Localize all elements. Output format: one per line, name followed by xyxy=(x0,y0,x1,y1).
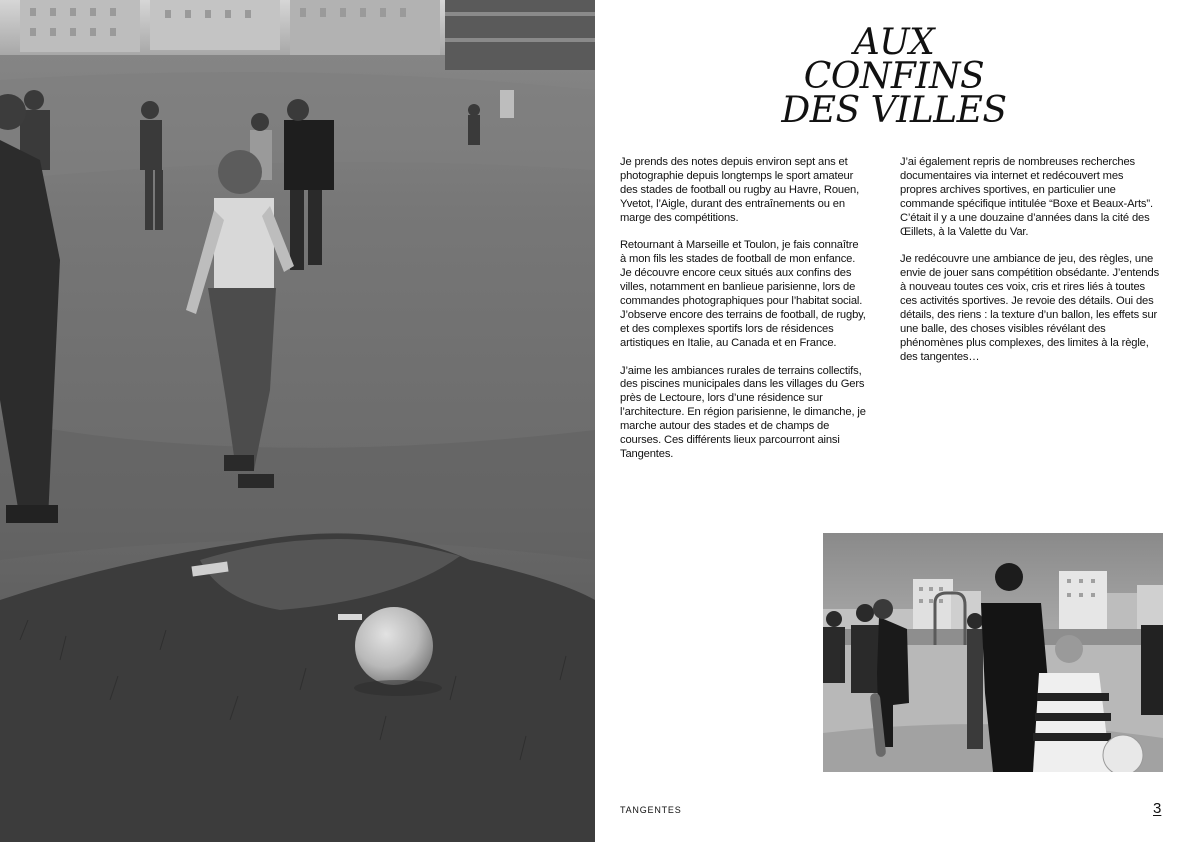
title-line-2: CONFINS xyxy=(803,56,985,97)
football-field-photo xyxy=(0,0,595,842)
title-line-1: AUX xyxy=(853,22,935,63)
paragraph: J’ai également repris de nombreuses recherches documentaires via internet et redécouvert mes propres archives sportives, en particulier une commande spécifique intitulée “Boxe et Beaux-Arts”. C’était il y a une douzaine d’années dans la cité des Œillets, à la Valette du Var. xyxy=(900,156,1153,238)
text-column-right xyxy=(900,156,1162,378)
paragraph: Je prends des notes depuis environ sept ans et photographie depuis longtemps le sport amateur des stades de football ou rugby au Havre, Rouen, Yvetot, l’Aigle, durant des entraînements ou en marge des compétitions. xyxy=(620,156,860,224)
paragraph: J’aime les ambiances rurales de terrains collectifs, des piscines municipales dans les villages du Gers près de Lectoure, lors d’une résidence sur l’architecture. En région parisienne, le dimanche, je marche autour des stades et de champs de courses. Ces différents lieux parcourront ainsi Tangentes. xyxy=(620,364,866,460)
inset-photo xyxy=(823,533,1163,772)
paragraph: Je redécouvre une ambiance de jeu, des règles, une envie de jouer sans compétition obsédante. J’entends à nouveau toutes ces voix, cris et rires liés à toutes ces activités sportives. Je revoie des détails. Oui des détails, des riens : la texture d’un ballon, les effets sur une balle, des choses visibles révélant des phénomènes plus complexes, des limites à la règle, des tangentes… xyxy=(900,253,1160,363)
title-line-3: DES VILLES xyxy=(781,90,1007,131)
running-footer-label: TANGENTES xyxy=(620,805,682,815)
text-column-left xyxy=(620,156,866,476)
page-number: 3 xyxy=(1153,800,1162,817)
paragraph: Retournant à Marseille et Toulon, je fais connaître à mon fils les stades de football de mon enfance. Je découvre encore ceux situés aux confins des villes, notamment en banlieue parisienne, lors de commandes photographiques pour l’habitat social. J’observe encore des terrains de football, de rugby, et des complexes sportifs lors de résidences artistiques en Italie, au Canada et en France. xyxy=(620,239,866,349)
article-title xyxy=(760,22,1028,131)
